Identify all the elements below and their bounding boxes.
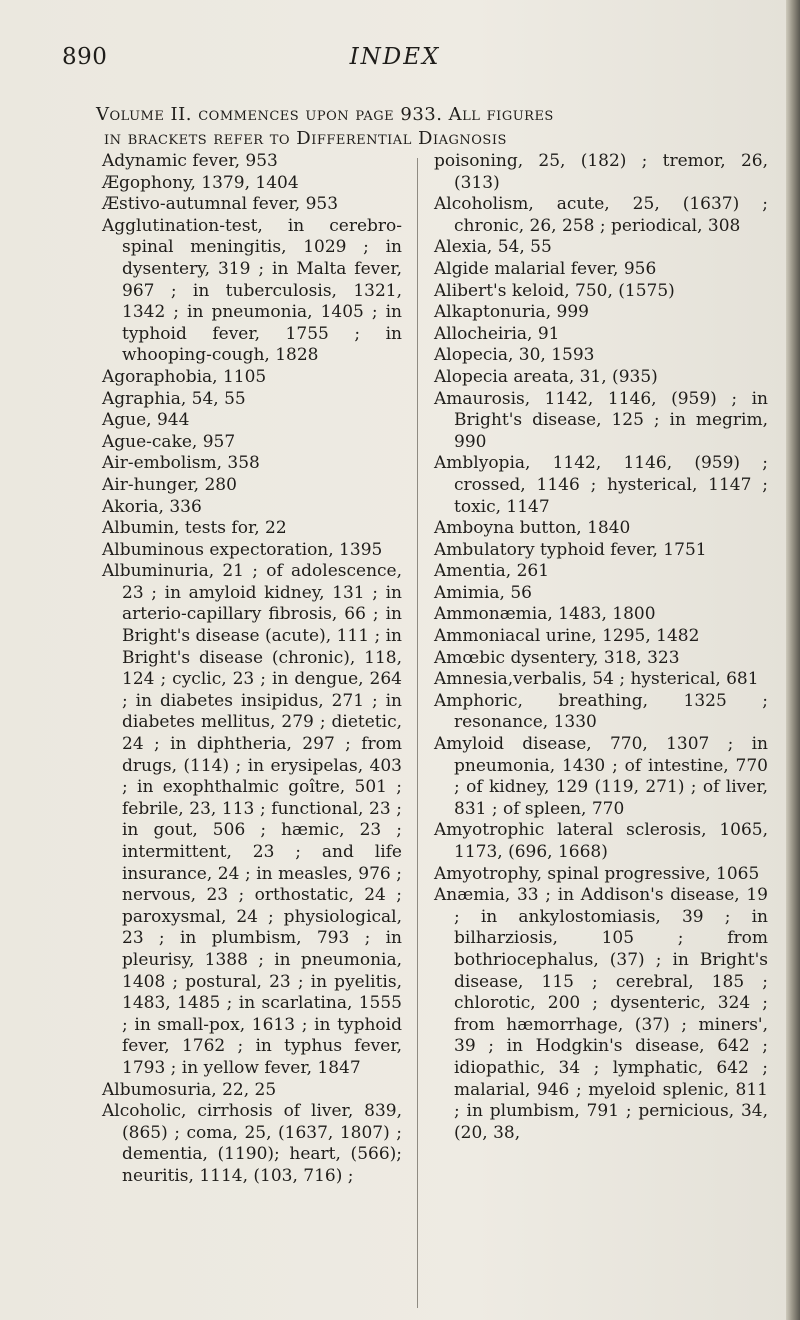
volume-note-line-2: in brackets refer to Differential Diagnosis — [104, 128, 507, 149]
index-entry: Allocheiria, 91 — [434, 323, 560, 344]
index-entry: Amœbic dysentery, 318, 323 — [434, 647, 680, 668]
index-entry: Alopecia, 30, 1593 — [434, 345, 595, 366]
column-divider — [417, 158, 418, 1308]
index-entry: Alkaptonuria, 999 — [434, 302, 589, 323]
index-entry: Adynamic fever, 953 — [102, 151, 278, 171]
index-entry: Amblyopia, 1142, 1146, (959) ; crossed, 1146 ; hysterical, 1147 ; toxic, 1147 — [434, 453, 768, 517]
page-number: 890 — [62, 44, 108, 70]
index-entry: Ammoniacal urine, 1295, 1482 — [434, 626, 700, 647]
index-entry: Albumosuria, 22, 25 — [102, 1079, 277, 1100]
index-entry: Ambulatory typhoid fever, 1751 — [434, 539, 707, 560]
index-entry: Air-hunger, 280 — [102, 474, 237, 495]
index-entry: Æstivo-autumnal fever, 953 — [102, 194, 339, 215]
volume-note — [96, 103, 746, 151]
index-entry: Amentia, 261 — [434, 561, 550, 582]
left-index-column — [102, 151, 402, 1188]
right-index-column — [434, 151, 768, 1144]
index-entry: Amphoric, breathing, 1325 ; resonance, 1330 — [434, 690, 768, 733]
index-entry: Alcoholism, acute, 25, (1637) ; chronic, 26, 258 ; periodical, 308 — [434, 194, 768, 236]
index-entry: Albuminous expectoration, 1395 — [102, 539, 383, 560]
index-entry: Ague-cake, 957 — [102, 431, 236, 452]
index-entry: poisoning, 25, (182) ; tremor, 26, (313) — [434, 151, 768, 193]
page-edge-shadow — [786, 0, 800, 1320]
volume-note-line-1: Volume II. commences upon page 933. All figures — [96, 104, 554, 125]
index-entry: Ague, 944 — [102, 410, 190, 431]
index-entry: Alopecia areata, 31, (935) — [434, 366, 658, 387]
index-entry: Amaurosis, 1142, 1146, (959) ; in Bright's disease, 125 ; in megrim, 990 — [434, 388, 768, 452]
index-entry: Amyotrophy, spinal progressive, 1065 — [434, 863, 760, 884]
index-entry: Akoria, 336 — [102, 496, 202, 517]
index-entry: Alexia, 54, 55 — [434, 237, 552, 258]
index-entry: Algide malarial fever, 956 — [434, 258, 657, 279]
index-entry: Agoraphobia, 1105 — [102, 366, 267, 387]
index-entry: Alibert's keloid, 750, (1575) — [434, 280, 675, 301]
index-entry: Amnesia,verbalis, 54 ; hysterical, 681 — [434, 669, 759, 690]
index-entry: Ægophony, 1379, 1404 — [102, 172, 299, 193]
index-entry: Ammonæmia, 1483, 1800 — [434, 604, 656, 625]
index-entry: Albuminuria, 21 ; of adolescence, 23 ; in amyloid kidney, 131 ; in arterio-capillary fibrosis, 66 ; in Bright's disease (acute), 111 ; in Bright's disease (chronic), 118, 124 ; cyclic, 23 ; in dengue, 264 ; in diabetes insipidus, 271 ; in diabetes mellitus, 279 ; dietetic, 24 ; in diphtheria, 297 ; from drugs, (114) ; in erysipelas, 403 ; in exophthalmic goître, 501 ; febrile, 23, 113 ; functional, 23 ; in gout, 506 ; hæmic, 23 ; intermittent, 23 ; and life insurance, 24 ; in measles, 976 ; nervous, 23 ; orthostatic, 24 ; paroxysmal, 24 ; physiological, 23 ; in plumbism, 793 ; in pleurisy, 1388 ; in pneumonia, 1408 ; postural, 23 ; in pyelitis, 1483, 1485 ; in scarlatina, 1555 ; in small-pox, 1613 ; in typhoid fever, 1762 ; in typhus fever, 1793 ; in yellow fever, 1847 — [102, 561, 402, 1078]
index-entry: Amboyna button, 1840 — [434, 518, 631, 539]
index-entry: Anæmia, 33 ; in Addison's disease, 19 ; in ankylostomiasis, 39 ; in bilharziosis, 105 ; from bothriocephalus, (37) ; in Bright's disease, 115 ; cerebral, 185 ; chlorotic, 200 ; dysenteric, 324 ; from hæmorrhage, (37) ; miners', 39 ; in Hodgkin's disease, 642 ; idiopathic, 34 ; lymphatic, 642 ; malarial, 946 ; myeloid splenic, 811 ; in plumbism, 791 ; pernicious, 34, (20, 38, — [434, 885, 768, 1143]
index-entry: Amyotrophic lateral sclerosis, 1065, 1173, (696, 1668) — [434, 820, 768, 862]
index-entry: Amyloid disease, 770, 1307 ; in pneumonia, 1430 ; of intestine, 770 ; of kidney, 129 (119, 271) ; of liver, 831 ; of spleen, 770 — [434, 734, 768, 819]
running-title: INDEX — [349, 44, 441, 70]
index-entry: Air-embolism, 358 — [102, 453, 260, 474]
index-entry: Albumin, tests for, 22 — [102, 518, 287, 539]
index-entry: Amimia, 56 — [434, 582, 532, 603]
index-entry: Agraphia, 54, 55 — [102, 388, 246, 409]
index-entry: Agglutination-test, in cerebro-spinal meningitis, 1029 ; in dysentery, 319 ; in Malta fever, 967 ; in tuberculosis, 1321, 1342 ; in pneumonia, 1405 ; in typhoid fever, 1755 ; in whooping-cough, 1828 — [102, 215, 402, 366]
index-entry: Alcoholic, cirrhosis of liver, 839, (865) ; coma, 25, (1637, 1807) ; dementia, (1190); heart, (566); neuritis, 1114, (103, 716) ; — [102, 1101, 402, 1186]
